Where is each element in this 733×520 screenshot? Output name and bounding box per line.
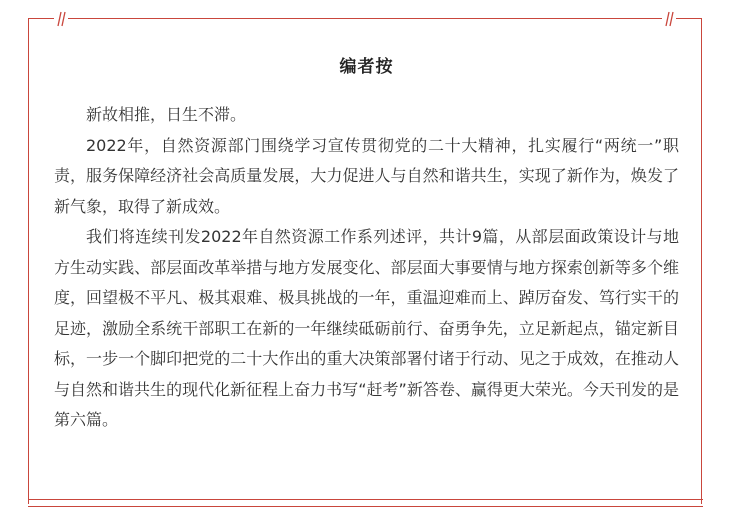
page-title: 编者按 — [339, 57, 394, 77]
frame-bottom-line — [28, 499, 703, 500]
frame-bottom-line-outer — [28, 506, 703, 507]
editor-note-body — [54, 100, 679, 436]
double-slash-icon — [54, 11, 68, 27]
paragraph-summary: 2022年，自然资源部门围绕学习宣传贯彻党的二十大精神，扎实履行“两统一”职责，服务保障经济社会高质量发展，大力促进人与自然和谐共生，实现了新作为，焕发了新气象，取得了新成效。 — [54, 135, 679, 216]
paragraph-series-intro: 我们将连续刊发2022年自然资源工作系列述评，共计9篇，从部层面政策设计与地方生动实践、部层面改革举措与地方发展变化、部层面大事要情与地方探索创新等多个维度，回望极不平凡、极其艰难、极具挑战的一年，重温迎难而上、踔厉奋发、笃行实干的足迹，激励全系统干部职工在新的一年继续砥砺前行、奋勇争先，立足新起点，锚定新目标，一步一个脚印把党的二十大作出的重大决策部署付诸于行动、见之于成效，在推动人与自然和谐共生的现代化新征程上奋力书写“赶考”新答卷、赢得更大荣光。今天刊发的是第六篇。 — [54, 227, 679, 429]
paragraph-opening: 新故相推，日生不滞。 — [86, 105, 247, 124]
double-slash-icon — [662, 11, 676, 27]
